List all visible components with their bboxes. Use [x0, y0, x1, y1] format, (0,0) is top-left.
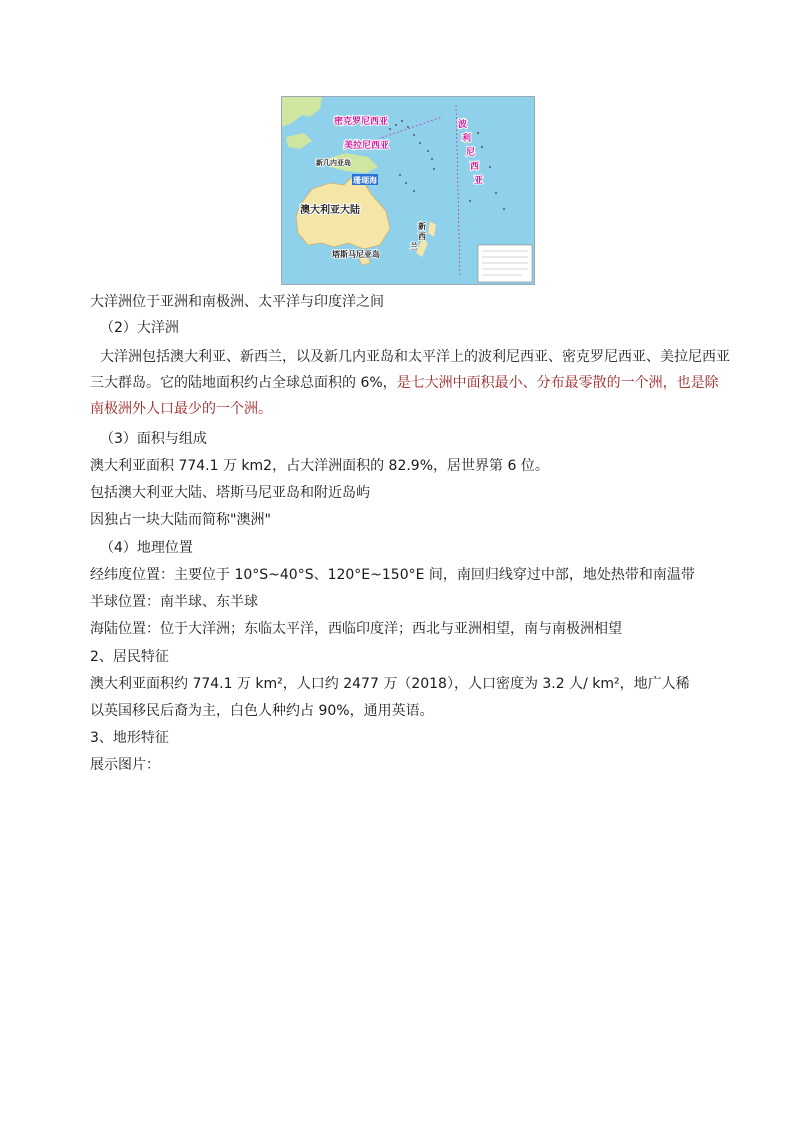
label-polynesia-1: 利 [462, 134, 472, 144]
show-picture-label: 展示图片： [90, 757, 160, 773]
location-line-3: 海陆位置：位于大洋洲；东临太平洋，西临印度洋；西北与亚洲相望，南与南极洲相望 [90, 621, 622, 637]
residents-line-2: 以英国移民后裔为主，白色人种约占 90%，通用英语。 [90, 703, 434, 719]
heading-area: （3）面积与组成 [100, 431, 207, 447]
area-line-3: 因独占一块大陆而简称"澳洲" [90, 512, 271, 528]
heading-location: （4）地理位置 [100, 540, 193, 556]
paragraph-oceania-highlight: 是七大洲中面积最小、分布最零散的一个洲，也是除南极洲外人口最少的一个洲。 [90, 375, 719, 417]
label-melanesia: 美拉尼西亚 [344, 141, 390, 151]
heading-oceania: （2）大洋洲 [100, 320, 179, 336]
heading-residents: 2、居民特征 [90, 649, 169, 665]
area-line-1: 澳大利亚面积 774.1 万 km2，占大洋洲面积的 82.9%，居世界第 6 位。 [90, 458, 549, 474]
label-tasmania: 塔斯马尼亚岛 [332, 250, 380, 259]
label-polynesia-4: 亚 [474, 176, 484, 186]
label-polynesia-2: 尼 [466, 148, 476, 158]
label-polynesia-0: 波 [458, 120, 468, 130]
label-new-guinea: 新几内亚岛 [316, 159, 351, 167]
residents-line-1: 澳大利亚面积约 774.1 万 km²，人口约 2477 万（2018），人口密度为 3.2 人/ km²，地广人稀 [90, 676, 690, 692]
label-new-zealand-1: 西 [418, 232, 426, 241]
label-polynesia-3: 西 [470, 162, 480, 172]
map-legend-box [478, 245, 532, 282]
label-micronesia: 密克罗尼西亚 [334, 117, 389, 127]
paragraph-oceania-normal: 大洋洲包括澳大利亚、新西兰，以及新几内亚岛和太平洋上的波利尼西亚、密克罗尼西亚、美拉尼西亚三大群岛。它的陆地面积约占全球总面积的 6%， [90, 349, 730, 391]
oceania-map [281, 96, 535, 285]
label-australia: 澳大利亚大陆 [300, 205, 360, 216]
location-line-2: 半球位置：南半球、东半球 [90, 594, 258, 610]
label-new-zealand-2: 兰 [410, 242, 418, 251]
label-new-zealand-0: 新 [418, 222, 426, 231]
location-line-1: 经纬度位置：主要位于 10°S~40°S、120°E~150°E 间，南回归线穿过中部，地处热带和南温带 [90, 567, 695, 583]
label-arafura: 珊瑚海 [353, 176, 377, 185]
area-line-2: 包括澳大利亚大陆、塔斯马尼亚岛和附近岛屿 [90, 485, 370, 501]
map-caption: 大洋洲位于亚洲和南极洲、太平洋与印度洋之间 [90, 294, 384, 310]
paragraph-oceania [90, 344, 730, 422]
heading-terrain: 3、地形特征 [90, 730, 169, 746]
